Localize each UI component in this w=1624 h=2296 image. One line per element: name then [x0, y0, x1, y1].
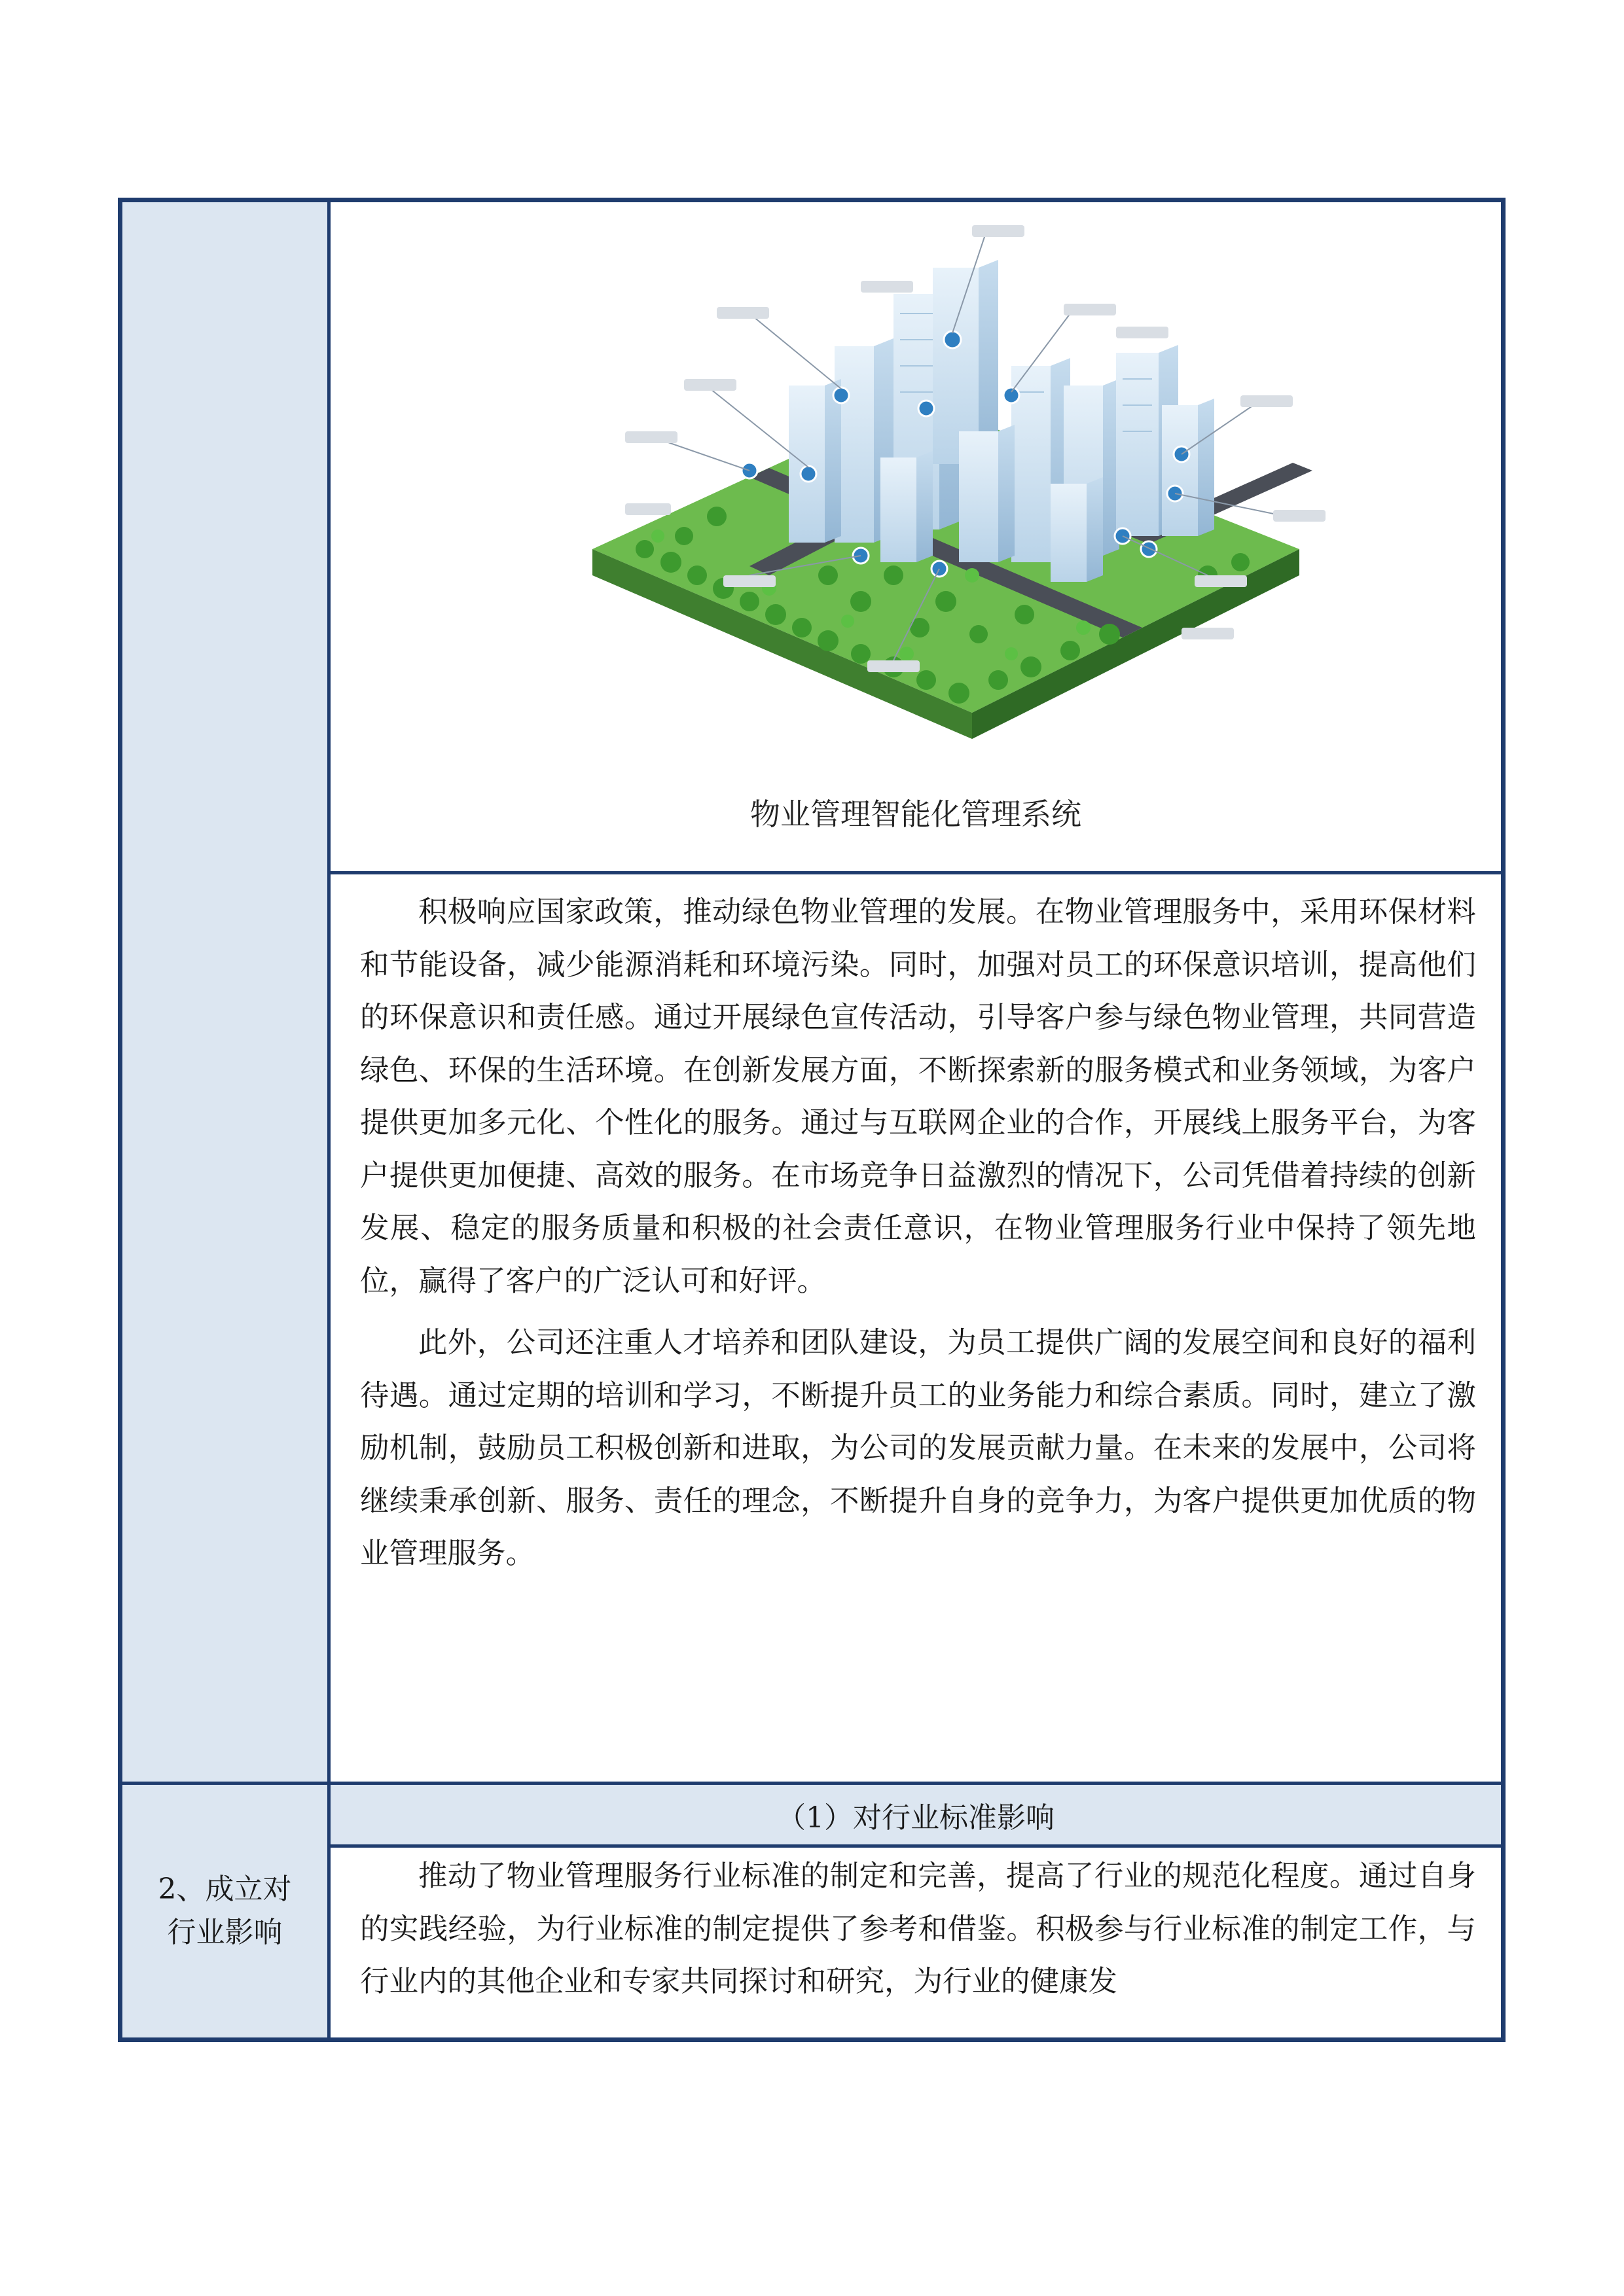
body-text-cell: [331, 874, 1501, 1785]
smart-city-illustration: [553, 209, 1404, 798]
section-text-cell: [331, 1848, 1501, 2037]
body-paragraph: 积极响应国家政策，推动绿色物业管理的发展。在物业管理服务中，采用环保材料和节能设备，减少能源消耗和环境污染。同时，加强对员工的环保意识培训，提高他们的环保意识和责任感。通过开展绿色宣传活动，引导客户参与绿色物业管理，共同营造绿色、环保的生活环境。在创新发展方面，不断探索新的服务模式和业务领域，为客户提供更加多元化、个性化的服务。通过与互联网企业的合作，开展线上服务平台，为客户提供更加便捷、高效的服务。在市场竞争日益激烈的情况下，公司凭借着持续的创新发展、稳定的服务质量和积极的社会责任意识，在物业管理服务行业中保持了领先地位，赢得了客户的广泛认可和好评。: [360, 895, 1476, 1298]
body-paragraph: 此外，公司还注重人才培养和团队建设，为员工提供广阔的发展空间和良好的福利待遇。通过定期的培训和学习，不断提升员工的业务能力和综合素质。同时，建立了激励机制，鼓励员工积极创新和进取，为公司的发展贡献力量。在未来的发展中，公司将继续秉承创新、服务、责任的理念，不断提升自身的竞争力，为客户提供更加优质的物业管理服务。: [360, 1326, 1476, 1570]
left-label-cell-empty: [122, 202, 331, 1785]
left-label-cell: [122, 1785, 331, 2037]
section-subheading: （1）对行业标准影响: [331, 1785, 1501, 1848]
row-label: 2、成立对 行业影响: [158, 1873, 292, 1949]
buildings: [789, 260, 1214, 582]
figure-caption: 物业管理智能化管理系统: [750, 797, 1081, 832]
document-table: [118, 198, 1506, 2042]
section-paragraph: 推动了物业管理服务行业标准的制定和完善，提高了行业的规范化程度。通过自身的实践经验，为行业标准的制定提供了参考和借鉴。积极参与行业标准的制定工作，与行业内的其他企业和专家共同探讨和研究，为行业的健康发: [360, 1859, 1476, 1998]
figure-cell: [331, 202, 1501, 874]
